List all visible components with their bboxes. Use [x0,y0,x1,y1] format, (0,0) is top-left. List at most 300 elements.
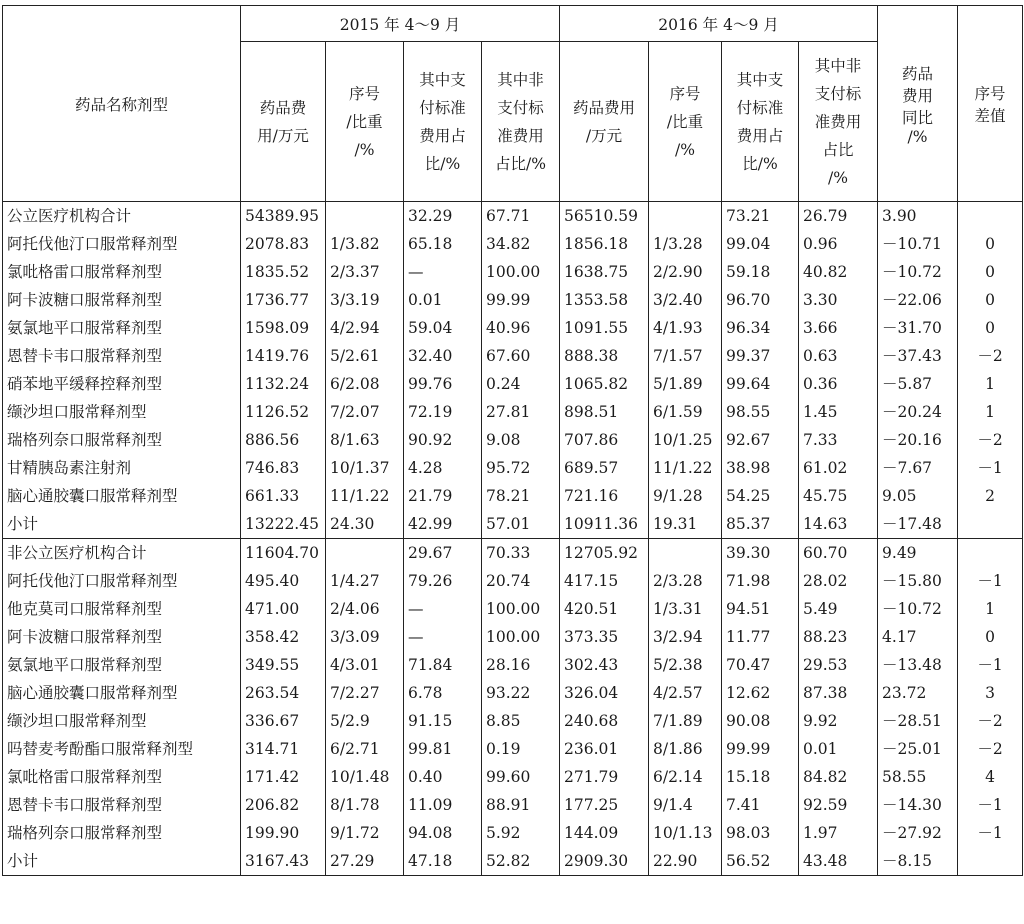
cell-std-share-2016: 38.98 [722,454,799,482]
cell-cost-2016: 302.43 [560,651,649,679]
cell-drug-name: 氯吡格雷口服常释剂型 [3,258,241,286]
cell-rank-2015: 5/2.9 [326,707,404,735]
cell-drug-name: 氨氯地平口服常释剂型 [3,651,241,679]
cell-std-share-2015: 99.76 [404,370,482,398]
cell-rank-2016: 7/1.89 [649,707,722,735]
cell-nonstd-share-2016: 3.30 [799,286,878,314]
cell-drug-name: 氯吡格雷口服常释剂型 [3,763,241,791]
cell-cost-2015: 1598.09 [241,314,326,342]
cell-cost-2015: 886.56 [241,426,326,454]
header-2015-cost: 药品费 用/万元 [241,42,326,202]
cell-std-share-2015: 79.26 [404,567,482,595]
cell-std-share-2016: 15.18 [722,763,799,791]
cell-std-share-2016: 85.37 [722,510,799,539]
cell-std-share-2015: 32.40 [404,342,482,370]
table-row [3,791,1023,819]
table-row [3,286,1023,314]
cell-std-share-2015: 32.29 [404,202,482,231]
cell-nonstd-share-2015: 100.00 [482,258,560,286]
cell-drug-name: 小计 [3,510,241,539]
cell-std-share-2016: 99.99 [722,735,799,763]
cell-yoy: 3.90 [878,202,958,231]
cell-cost-2016: 271.79 [560,763,649,791]
cell-rank-diff: －1 [958,454,1023,482]
cell-std-share-2015: — [404,258,482,286]
cell-std-share-2016: 92.67 [722,426,799,454]
cell-cost-2016: 888.38 [560,342,649,370]
header-2015-std-share: 其中支 付标准 费用占 比/% [404,42,482,202]
cell-rank-diff: 4 [958,763,1023,791]
cell-cost-2016: 144.09 [560,819,649,847]
cell-cost-2016: 898.51 [560,398,649,426]
cell-cost-2016: 2909.30 [560,847,649,876]
cell-std-share-2015: — [404,623,482,651]
cell-std-share-2015: 72.19 [404,398,482,426]
cell-nonstd-share-2016: 40.82 [799,258,878,286]
cell-nonstd-share-2015: 40.96 [482,314,560,342]
cell-rank-diff: 0 [958,230,1023,258]
header-rank-diff: 序号 差值 [958,6,1023,202]
table-row [3,623,1023,651]
cell-yoy: 4.17 [878,623,958,651]
cell-rank-2015: 9/1.72 [326,819,404,847]
cell-cost-2016: 420.51 [560,595,649,623]
cell-cost-2016: 12705.92 [560,539,649,568]
cell-yoy: －17.48 [878,510,958,539]
cell-rank-2016: 4/1.93 [649,314,722,342]
cell-std-share-2015: 99.81 [404,735,482,763]
cell-drug-name: 吗替麦考酚酯口服常释剂型 [3,735,241,763]
cell-cost-2016: 721.16 [560,482,649,510]
cell-nonstd-share-2016: 61.02 [799,454,878,482]
cell-drug-name: 阿卡波糖口服常释剂型 [3,286,241,314]
cell-yoy: －27.92 [878,819,958,847]
cell-cost-2015: 349.55 [241,651,326,679]
cell-nonstd-share-2016: 3.66 [799,314,878,342]
cell-rank-2015: 6/2.08 [326,370,404,398]
cell-cost-2015: 471.00 [241,595,326,623]
cell-yoy: －25.01 [878,735,958,763]
cell-yoy: －22.06 [878,286,958,314]
cell-std-share-2016: 94.51 [722,595,799,623]
cell-yoy: 23.72 [878,679,958,707]
cell-nonstd-share-2016: 0.63 [799,342,878,370]
cell-drug-name: 硝苯地平缓释控释剂型 [3,370,241,398]
cell-cost-2016: 1638.75 [560,258,649,286]
cell-yoy: －31.70 [878,314,958,342]
cell-rank-2015: 2/3.37 [326,258,404,286]
cell-rank-2016: 6/2.14 [649,763,722,791]
cell-std-share-2015: 91.15 [404,707,482,735]
cell-rank-diff [958,847,1023,876]
cell-rank-2016: 2/3.28 [649,567,722,595]
cell-rank-diff: 0 [958,286,1023,314]
cell-rank-2016: 19.31 [649,510,722,539]
cell-rank-2016: 9/1.28 [649,482,722,510]
cell-rank-diff: －1 [958,651,1023,679]
cell-nonstd-share-2016: 5.49 [799,595,878,623]
cell-cost-2015: 54389.95 [241,202,326,231]
table-row [3,202,1023,231]
cell-nonstd-share-2015: 57.01 [482,510,560,539]
cell-std-share-2016: 7.41 [722,791,799,819]
cell-nonstd-share-2015: 27.81 [482,398,560,426]
cell-rank-diff: 1 [958,370,1023,398]
cell-cost-2016: 373.35 [560,623,649,651]
cell-nonstd-share-2016: 14.63 [799,510,878,539]
cell-rank-2015: 3/3.09 [326,623,404,651]
cell-drug-name: 脑心通胶囊口服常释剂型 [3,482,241,510]
table-row [3,847,1023,876]
cell-std-share-2015: 0.01 [404,286,482,314]
cell-std-share-2016: 70.47 [722,651,799,679]
table-row [3,482,1023,510]
cell-rank-2015: 7/2.27 [326,679,404,707]
cell-nonstd-share-2015: 88.91 [482,791,560,819]
cell-yoy: －10.72 [878,258,958,286]
cell-nonstd-share-2016: 28.02 [799,567,878,595]
table-row [3,370,1023,398]
table-row [3,539,1023,568]
cell-yoy: －14.30 [878,791,958,819]
table-row [3,567,1023,595]
table-row [3,763,1023,791]
cell-yoy: 9.49 [878,539,958,568]
cell-std-share-2016: 39.30 [722,539,799,568]
table-row [3,230,1023,258]
cell-rank-2016: 5/1.89 [649,370,722,398]
cell-rank-diff: 0 [958,258,1023,286]
cell-nonstd-share-2015: 67.60 [482,342,560,370]
cell-std-share-2015: 29.67 [404,539,482,568]
cell-rank-2016 [649,202,722,231]
cell-nonstd-share-2016: 87.38 [799,679,878,707]
cell-rank-diff [958,510,1023,539]
cell-yoy: －10.72 [878,595,958,623]
cell-drug-name: 阿托伐他汀口服常释剂型 [3,230,241,258]
cell-nonstd-share-2016: 0.01 [799,735,878,763]
header-group-2016: 2016 年 4～9 月 [560,6,878,42]
cell-nonstd-share-2015: 99.60 [482,763,560,791]
cell-cost-2015: 1126.52 [241,398,326,426]
cell-rank-2015 [326,539,404,568]
table-row [3,510,1023,539]
table-body [3,202,1023,876]
cell-rank-diff: －2 [958,707,1023,735]
cell-drug-name: 脑心通胶囊口服常释剂型 [3,679,241,707]
cell-rank-2015: 1/3.82 [326,230,404,258]
header-2016-std-share: 其中支 付标准 费用占 比/% [722,42,799,202]
cell-rank-2015: 27.29 [326,847,404,876]
cell-cost-2015: 358.42 [241,623,326,651]
cell-cost-2015: 1419.76 [241,342,326,370]
cell-cost-2015: 3167.43 [241,847,326,876]
cell-std-share-2015: 90.92 [404,426,482,454]
drug-cost-table [2,5,1023,876]
cell-cost-2015: 746.83 [241,454,326,482]
cell-nonstd-share-2015: 0.19 [482,735,560,763]
cell-nonstd-share-2015: 95.72 [482,454,560,482]
cell-drug-name: 缬沙坦口服常释剂型 [3,398,241,426]
cell-rank-2016: 1/3.28 [649,230,722,258]
cell-rank-2015: 10/1.48 [326,763,404,791]
cell-nonstd-share-2016: 1.97 [799,819,878,847]
cell-drug-name: 恩替卡韦口服常释剂型 [3,342,241,370]
cell-nonstd-share-2015: 99.99 [482,286,560,314]
cell-std-share-2016: 90.08 [722,707,799,735]
cell-yoy: －13.48 [878,651,958,679]
cell-rank-diff: 2 [958,482,1023,510]
cell-nonstd-share-2016: 9.92 [799,707,878,735]
cell-rank-diff: －2 [958,735,1023,763]
cell-std-share-2015: 94.08 [404,819,482,847]
cell-drug-name: 瑞格列奈口服常释剂型 [3,426,241,454]
cell-rank-2016: 5/2.38 [649,651,722,679]
cell-nonstd-share-2015: 34.82 [482,230,560,258]
cell-cost-2016: 56510.59 [560,202,649,231]
cell-cost-2015: 495.40 [241,567,326,595]
table-row [3,651,1023,679]
cell-yoy: －28.51 [878,707,958,735]
cell-cost-2015: 336.67 [241,707,326,735]
cell-rank-2015: 8/1.78 [326,791,404,819]
cell-rank-diff: 1 [958,398,1023,426]
cell-cost-2016: 1065.82 [560,370,649,398]
cell-nonstd-share-2015: 8.85 [482,707,560,735]
table-row [3,595,1023,623]
cell-cost-2016: 326.04 [560,679,649,707]
cell-drug-name: 小计 [3,847,241,876]
cell-cost-2016: 1091.55 [560,314,649,342]
header-yoy: 药品 费用 同比 /% [878,6,958,202]
cell-nonstd-share-2016: 1.45 [799,398,878,426]
cell-rank-2016: 11/1.22 [649,454,722,482]
cell-drug-name: 他克莫司口服常释剂型 [3,595,241,623]
cell-nonstd-share-2016: 7.33 [799,426,878,454]
cell-nonstd-share-2015: 28.16 [482,651,560,679]
cell-std-share-2015: 11.09 [404,791,482,819]
header-2016-nonstd-share: 其中非 支付标 准费用 占比 /% [799,42,878,202]
cell-nonstd-share-2015: 93.22 [482,679,560,707]
cell-drug-name: 恩替卡韦口服常释剂型 [3,791,241,819]
cell-rank-2016: 10/1.25 [649,426,722,454]
cell-std-share-2016: 99.37 [722,342,799,370]
cell-yoy: －20.24 [878,398,958,426]
cell-nonstd-share-2016: 88.23 [799,623,878,651]
header-2015-nonstd-share: 其中非 支付标 准费用 占比/% [482,42,560,202]
cell-cost-2015: 1835.52 [241,258,326,286]
cell-rank-diff: －1 [958,819,1023,847]
cell-rank-diff: 1 [958,595,1023,623]
header-2016-cost: 药品费用 /万元 [560,42,649,202]
cell-std-share-2015: 42.99 [404,510,482,539]
cell-rank-2015: 1/4.27 [326,567,404,595]
cell-rank-diff: 0 [958,623,1023,651]
cell-nonstd-share-2015: 67.71 [482,202,560,231]
cell-cost-2016: 707.86 [560,426,649,454]
cell-std-share-2016: 12.62 [722,679,799,707]
cell-std-share-2016: 54.25 [722,482,799,510]
cell-yoy: －7.67 [878,454,958,482]
cell-rank-diff: －1 [958,567,1023,595]
cell-rank-2015: 11/1.22 [326,482,404,510]
table-row [3,454,1023,482]
cell-std-share-2016: 73.21 [722,202,799,231]
cell-rank-2015: 8/1.63 [326,426,404,454]
cell-drug-name: 甘精胰岛素注射剂 [3,454,241,482]
cell-std-share-2016: 71.98 [722,567,799,595]
cell-rank-2016: 3/2.40 [649,286,722,314]
cell-yoy: －5.87 [878,370,958,398]
table-row [3,258,1023,286]
cell-std-share-2015: 0.40 [404,763,482,791]
cell-std-share-2016: 99.04 [722,230,799,258]
cell-rank-2015: 7/2.07 [326,398,404,426]
table-row [3,819,1023,847]
cell-nonstd-share-2016: 29.53 [799,651,878,679]
cell-rank-2016: 9/1.4 [649,791,722,819]
cell-drug-name: 氨氯地平口服常释剂型 [3,314,241,342]
table-row [3,426,1023,454]
cell-rank-2016: 3/2.94 [649,623,722,651]
cell-nonstd-share-2016: 43.48 [799,847,878,876]
cell-cost-2015: 661.33 [241,482,326,510]
cell-rank-diff: －2 [958,342,1023,370]
cell-cost-2015: 1132.24 [241,370,326,398]
cell-cost-2015: 314.71 [241,735,326,763]
cell-nonstd-share-2015: 52.82 [482,847,560,876]
header-2016-rank: 序号 /比重 /% [649,42,722,202]
cell-rank-2016: 8/1.86 [649,735,722,763]
cell-rank-2015: 4/2.94 [326,314,404,342]
cell-cost-2015: 1736.77 [241,286,326,314]
table-row [3,398,1023,426]
cell-cost-2015: 2078.83 [241,230,326,258]
cell-nonstd-share-2015: 70.33 [482,539,560,568]
cell-rank-2015: 2/4.06 [326,595,404,623]
cell-drug-name: 瑞格列奈口服常释剂型 [3,819,241,847]
cell-cost-2015: 11604.70 [241,539,326,568]
cell-nonstd-share-2016: 45.75 [799,482,878,510]
cell-rank-2015: 24.30 [326,510,404,539]
cell-std-share-2015: 4.28 [404,454,482,482]
cell-rank-2016: 4/2.57 [649,679,722,707]
cell-drug-name: 公立医疗机构合计 [3,202,241,231]
cell-drug-name: 缬沙坦口服常释剂型 [3,707,241,735]
table-header [3,6,1023,202]
cell-std-share-2016: 98.03 [722,819,799,847]
cell-yoy: 9.05 [878,482,958,510]
cell-nonstd-share-2016: 26.79 [799,202,878,231]
cell-std-share-2015: 21.79 [404,482,482,510]
header-2015-rank: 序号 /比重 /% [326,42,404,202]
cell-nonstd-share-2015: 20.74 [482,567,560,595]
cell-rank-2016: 1/3.31 [649,595,722,623]
cell-rank-diff [958,539,1023,568]
cell-cost-2016: 236.01 [560,735,649,763]
cell-cost-2016: 689.57 [560,454,649,482]
cell-cost-2016: 1353.58 [560,286,649,314]
cell-std-share-2016: 59.18 [722,258,799,286]
cell-rank-2015: 5/2.61 [326,342,404,370]
table-row [3,342,1023,370]
cell-cost-2016: 177.25 [560,791,649,819]
cell-rank-diff: －1 [958,791,1023,819]
cell-std-share-2015: 47.18 [404,847,482,876]
cell-nonstd-share-2015: 100.00 [482,595,560,623]
cell-yoy: 58.55 [878,763,958,791]
cell-cost-2016: 1856.18 [560,230,649,258]
cell-rank-diff [958,202,1023,231]
cell-nonstd-share-2016: 0.96 [799,230,878,258]
cell-rank-2016: 10/1.13 [649,819,722,847]
cell-rank-2016 [649,539,722,568]
cell-rank-diff: －2 [958,426,1023,454]
cell-yoy: －37.43 [878,342,958,370]
cell-nonstd-share-2015: 9.08 [482,426,560,454]
table-row [3,735,1023,763]
cell-cost-2016: 417.15 [560,567,649,595]
cell-drug-name: 非公立医疗机构合计 [3,539,241,568]
cell-rank-2016: 6/1.59 [649,398,722,426]
cell-rank-2016: 2/2.90 [649,258,722,286]
cell-drug-name: 阿卡波糖口服常释剂型 [3,623,241,651]
cell-rank-2015: 10/1.37 [326,454,404,482]
cell-rank-diff: 3 [958,679,1023,707]
cell-yoy: －8.15 [878,847,958,876]
cell-std-share-2015: 71.84 [404,651,482,679]
cell-nonstd-share-2016: 84.82 [799,763,878,791]
header-group-2015: 2015 年 4～9 月 [241,6,560,42]
cell-std-share-2016: 98.55 [722,398,799,426]
cell-rank-2015 [326,202,404,231]
cell-nonstd-share-2016: 92.59 [799,791,878,819]
cell-rank-2015: 3/3.19 [326,286,404,314]
header-drug-name: 药品名称剂型 [3,6,241,202]
cell-nonstd-share-2015: 100.00 [482,623,560,651]
cell-nonstd-share-2015: 5.92 [482,819,560,847]
cell-std-share-2016: 99.64 [722,370,799,398]
cell-cost-2016: 10911.36 [560,510,649,539]
cell-cost-2015: 263.54 [241,679,326,707]
cell-nonstd-share-2015: 0.24 [482,370,560,398]
cell-yoy: －20.16 [878,426,958,454]
cell-rank-2016: 7/1.57 [649,342,722,370]
cell-cost-2015: 199.90 [241,819,326,847]
cell-drug-name: 阿托伐他汀口服常释剂型 [3,567,241,595]
table-row [3,707,1023,735]
cell-nonstd-share-2016: 60.70 [799,539,878,568]
cell-std-share-2015: — [404,595,482,623]
table-row [3,679,1023,707]
cell-nonstd-share-2015: 78.21 [482,482,560,510]
table-row [3,314,1023,342]
cell-rank-diff: 0 [958,314,1023,342]
cell-nonstd-share-2016: 0.36 [799,370,878,398]
cell-std-share-2016: 56.52 [722,847,799,876]
cell-std-share-2016: 11.77 [722,623,799,651]
cell-cost-2015: 206.82 [241,791,326,819]
cell-cost-2015: 13222.45 [241,510,326,539]
cell-cost-2016: 240.68 [560,707,649,735]
cell-std-share-2015: 6.78 [404,679,482,707]
cell-std-share-2015: 59.04 [404,314,482,342]
cell-rank-2015: 4/3.01 [326,651,404,679]
cell-rank-2015: 6/2.71 [326,735,404,763]
cell-std-share-2016: 96.70 [722,286,799,314]
cell-rank-2016: 22.90 [649,847,722,876]
cell-std-share-2016: 96.34 [722,314,799,342]
